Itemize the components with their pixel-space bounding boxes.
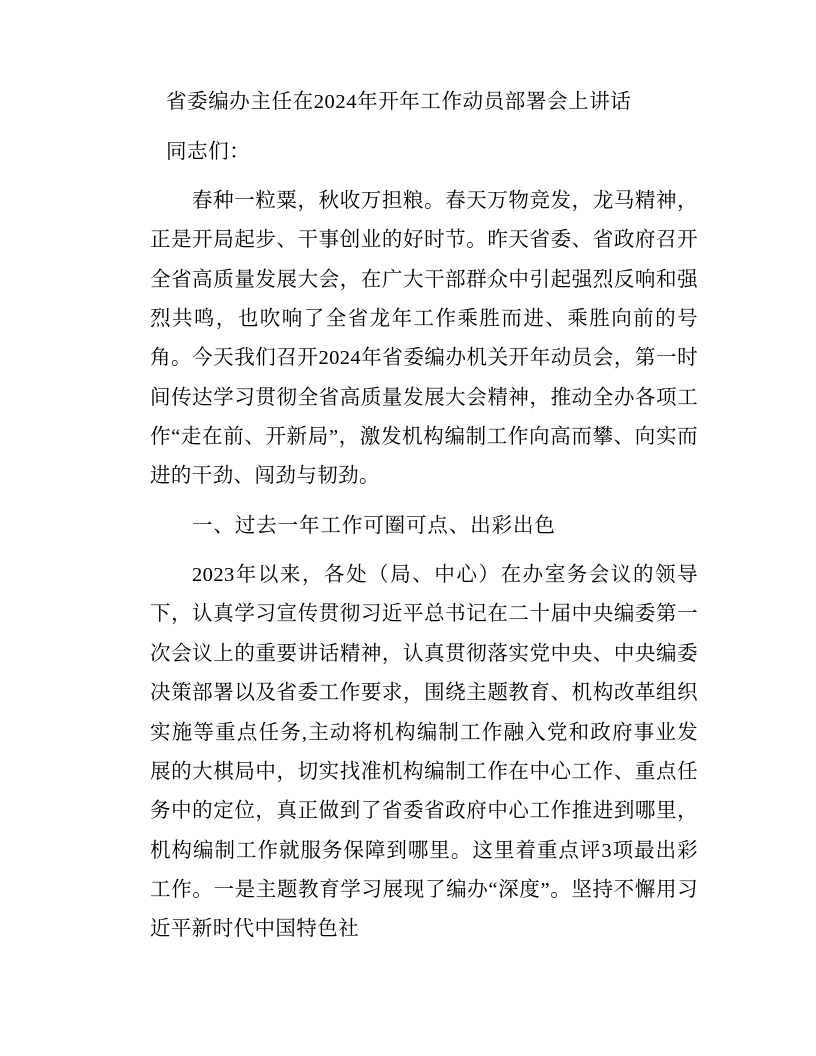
paragraph-section-one-body: 2023年以来，各处（局、中心）在办室务会议的领导下，认真学习宣传贯彻习近平总书记在二十届中央编委第一次会议上的重要讲话精神，认真贯彻落实党中央、中央编委决策部署以及省委工作要求，围绕主题教育、机构改革组织实施等重点任务,主动将机构编制工作融入党和政府事业发展的大棋局中，切实找准机构编制工作在中心工作、重点任务中的定位，真正做到了省委省政府中心工作推进到哪里，机构编制工作就服务保障到哪里。这里着重点评3项最出彩工作。一是主题教育学习展现了编办“深度”。坚持不懈用习近平新时代中国特色社 <box>150 564 698 941</box>
document-title: 省委编办主任在2024年开年工作动员部署会上讲话 <box>166 91 632 113</box>
salutation: 同志们： <box>166 140 251 163</box>
section-heading-one: 一、过去一年工作可圈可点、出彩出色 <box>192 514 556 537</box>
paragraph-opening: 春种一粒粟，秋收万担粮。春天万物竞发，龙马精神，正是开局起步、干事创业的好时节。昨天省委、省政府召开全省高质量发展大会，在广大干部群众中引起强烈反响和强烈共鸣，也吹响了全省龙年工作乘胜而进、乘胜向前的号角。今天我们召开2024年省委编办机关开年动员会，第一时间传达学习贯彻全省高质量发展大会精神，推动全办各项工作“走在前、开新局”，激发机构编制工作向高而攀、向实而进的干劲、闯劲与韧劲。 <box>150 189 698 488</box>
